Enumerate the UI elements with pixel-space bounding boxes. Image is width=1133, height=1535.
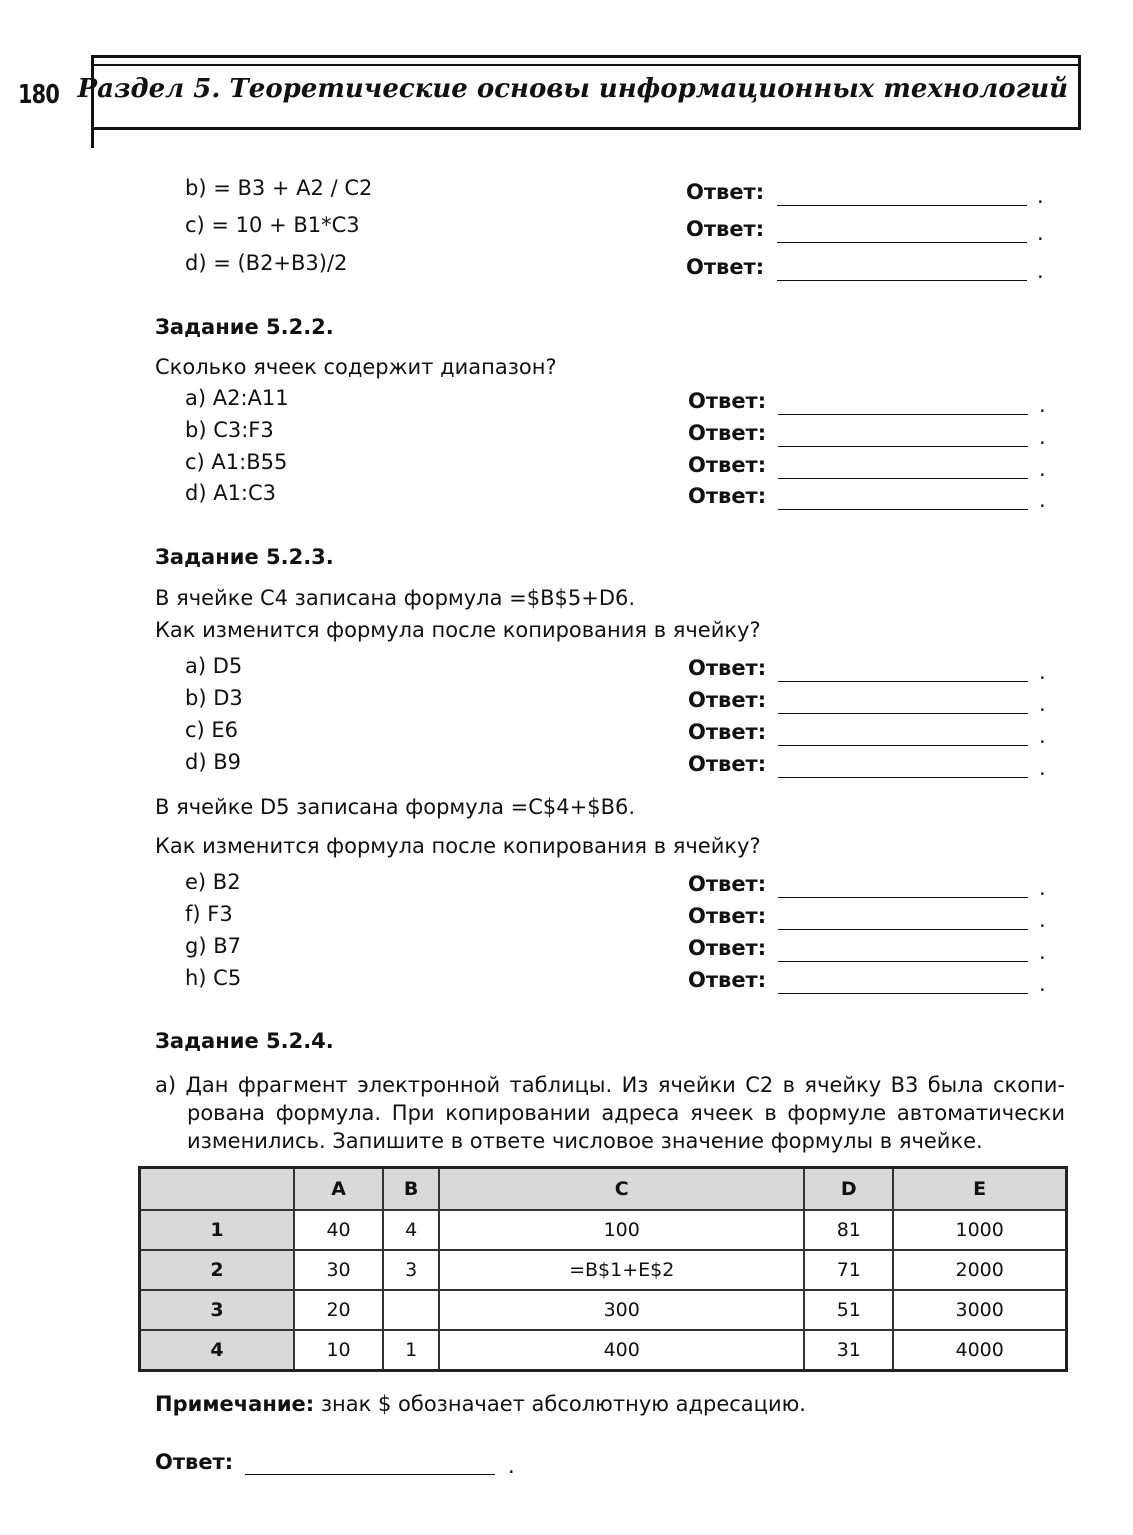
item-label: b) = B3 + A2 / C2 [185, 176, 373, 200]
answer-dot: . [1039, 724, 1046, 748]
table-cell: 51 [804, 1290, 893, 1330]
table-cell: 10 [294, 1330, 383, 1371]
section-title: Раздел 5. Теоретические основы информационных технологий [77, 74, 1068, 104]
table-cell: 4 [383, 1210, 439, 1250]
table-cell: 20 [294, 1290, 383, 1330]
table-cell: 3 [383, 1250, 439, 1290]
answer-label: Ответ: [686, 217, 765, 241]
answer-label: Ответ: [688, 688, 767, 712]
table-cell: 30 [294, 1250, 383, 1290]
answer-field[interactable] [778, 509, 1028, 510]
task-heading: Задание 5.2.3. [155, 545, 334, 569]
column-header [140, 1168, 295, 1211]
task-text-line: рована формула. При копировании адреса ячеек в формуле автоматически [187, 1101, 1065, 1125]
answer-label: Ответ: [688, 656, 767, 680]
answer-field[interactable] [777, 242, 1027, 243]
column-header: C [439, 1168, 804, 1211]
column-header: B [383, 1168, 439, 1211]
table-cell: 3000 [893, 1290, 1066, 1330]
item-label: a) A2:A11 [185, 386, 289, 410]
note-text: знак $ обозначает абсолютную адресацию. [314, 1392, 806, 1416]
task-question: Как изменится формула после копирования в ячейку? [155, 834, 761, 858]
item-label: b) C3:F3 [185, 418, 274, 442]
task-text-line: изменились. Запишите в ответе числовое значение формулы в ячейке. [187, 1129, 983, 1153]
answer-field[interactable] [778, 446, 1028, 447]
answer-dot: . [1039, 940, 1046, 964]
answer-field[interactable] [778, 897, 1028, 898]
column-header: E [893, 1168, 1066, 1211]
task-heading: Задание 5.2.4. [155, 1029, 334, 1053]
table-row [140, 1330, 1067, 1371]
item-label: f) F3 [185, 902, 233, 926]
item-label: c) E6 [185, 718, 239, 742]
answer-dot: . [1037, 259, 1044, 283]
answer-field[interactable] [778, 993, 1028, 994]
answer-dot: . [1039, 660, 1046, 684]
answer-field[interactable] [778, 713, 1028, 714]
answer-dot: . [1039, 692, 1046, 716]
answer-field[interactable] [778, 745, 1028, 746]
page-number: 180 [18, 80, 60, 110]
item-label: a) D5 [185, 654, 243, 678]
row-header: 1 [140, 1210, 295, 1250]
answer-label: Ответ: [688, 904, 767, 928]
answer-label: Ответ: [686, 255, 765, 279]
answer-dot: . [1039, 908, 1046, 932]
answer-label: Ответ: [688, 484, 767, 508]
item-label: g) B7 [185, 934, 241, 958]
answer-dot: . [1039, 457, 1046, 481]
table-header-row [140, 1168, 1067, 1211]
table-cell: 40 [294, 1210, 383, 1250]
row-header: 2 [140, 1250, 295, 1290]
table-cell: =B$1+E$2 [439, 1250, 804, 1290]
answer-dot: . [1039, 425, 1046, 449]
answer-label: Ответ: [688, 720, 767, 744]
answer-field[interactable] [778, 681, 1028, 682]
item-label: c) A1:B55 [185, 450, 288, 474]
answer-field[interactable] [778, 777, 1028, 778]
table-cell: 71 [804, 1250, 893, 1290]
item-label: c) = 10 + B1*C3 [185, 213, 360, 237]
table-cell: 2000 [893, 1250, 1066, 1290]
answer-field[interactable] [778, 478, 1028, 479]
answer-dot: . [1039, 756, 1046, 780]
task-question: Как изменится формула после копирования в ячейку? [155, 618, 761, 642]
column-header: D [804, 1168, 893, 1211]
table-cell: 1000 [893, 1210, 1066, 1250]
answer-label: Ответ: [686, 180, 765, 204]
answer-field[interactable] [245, 1474, 495, 1475]
answer-field[interactable] [777, 205, 1027, 206]
task-intro: В ячейке D5 записана формула =C$4+$B6. [155, 795, 636, 819]
item-label: h) C5 [185, 966, 242, 990]
item-label: d) = (B2+B3)/2 [185, 251, 348, 275]
answer-dot: . [1037, 184, 1044, 208]
spreadsheet-table [138, 1166, 1068, 1372]
answer-field[interactable] [778, 961, 1028, 962]
answer-label: Ответ: [688, 968, 767, 992]
table-cell [383, 1290, 439, 1330]
task-text [155, 1071, 1065, 1155]
task-heading: Задание 5.2.2. [155, 315, 334, 339]
answer-field[interactable] [777, 280, 1027, 281]
note [155, 1392, 806, 1416]
answer-field[interactable] [778, 929, 1028, 930]
row-header: 4 [140, 1330, 295, 1371]
column-header: A [294, 1168, 383, 1211]
section-header [77, 55, 1081, 130]
item-label: e) B2 [185, 870, 241, 894]
answer-label: Ответ: [688, 936, 767, 960]
row-header: 3 [140, 1290, 295, 1330]
table-cell: 4000 [893, 1330, 1066, 1371]
answer-label: Ответ: [688, 752, 767, 776]
table-cell: 300 [439, 1290, 804, 1330]
table-cell: 100 [439, 1210, 804, 1250]
task-text-line: a) Дан фрагмент электронной таблицы. Из ячейки C2 в ячейку B3 была скопи- [155, 1073, 1065, 1097]
answer-label: Ответ: [688, 872, 767, 896]
answer-dot: . [1039, 488, 1046, 512]
task-intro: В ячейке C4 записана формула =$B$5+D6. [155, 586, 636, 610]
task-question: Сколько ячеек содержит диапазон? [155, 355, 557, 379]
table-row [140, 1210, 1067, 1250]
answer-label: Ответ: [688, 453, 767, 477]
item-label: b) D3 [185, 686, 243, 710]
header-rule-tail [91, 128, 94, 148]
table-cell: 400 [439, 1330, 804, 1371]
table-row [140, 1250, 1067, 1290]
answer-dot: . [1039, 876, 1046, 900]
answer-field[interactable] [778, 414, 1028, 415]
item-label: d) A1:C3 [185, 481, 277, 505]
answer-label: Ответ: [688, 389, 767, 413]
answer-dot: . [1039, 972, 1046, 996]
answer-label: Ответ: [688, 421, 767, 445]
table-cell: 1 [383, 1330, 439, 1371]
note-label: Примечание: [155, 1392, 315, 1416]
table-cell: 81 [804, 1210, 893, 1250]
answer-dot: . [1039, 393, 1046, 417]
answer-label: Ответ: [155, 1450, 234, 1474]
answer-dot: . [508, 1454, 515, 1478]
answer-dot: . [1037, 221, 1044, 245]
table-cell: 31 [804, 1330, 893, 1371]
table-row [140, 1290, 1067, 1330]
item-label: d) B9 [185, 750, 241, 774]
